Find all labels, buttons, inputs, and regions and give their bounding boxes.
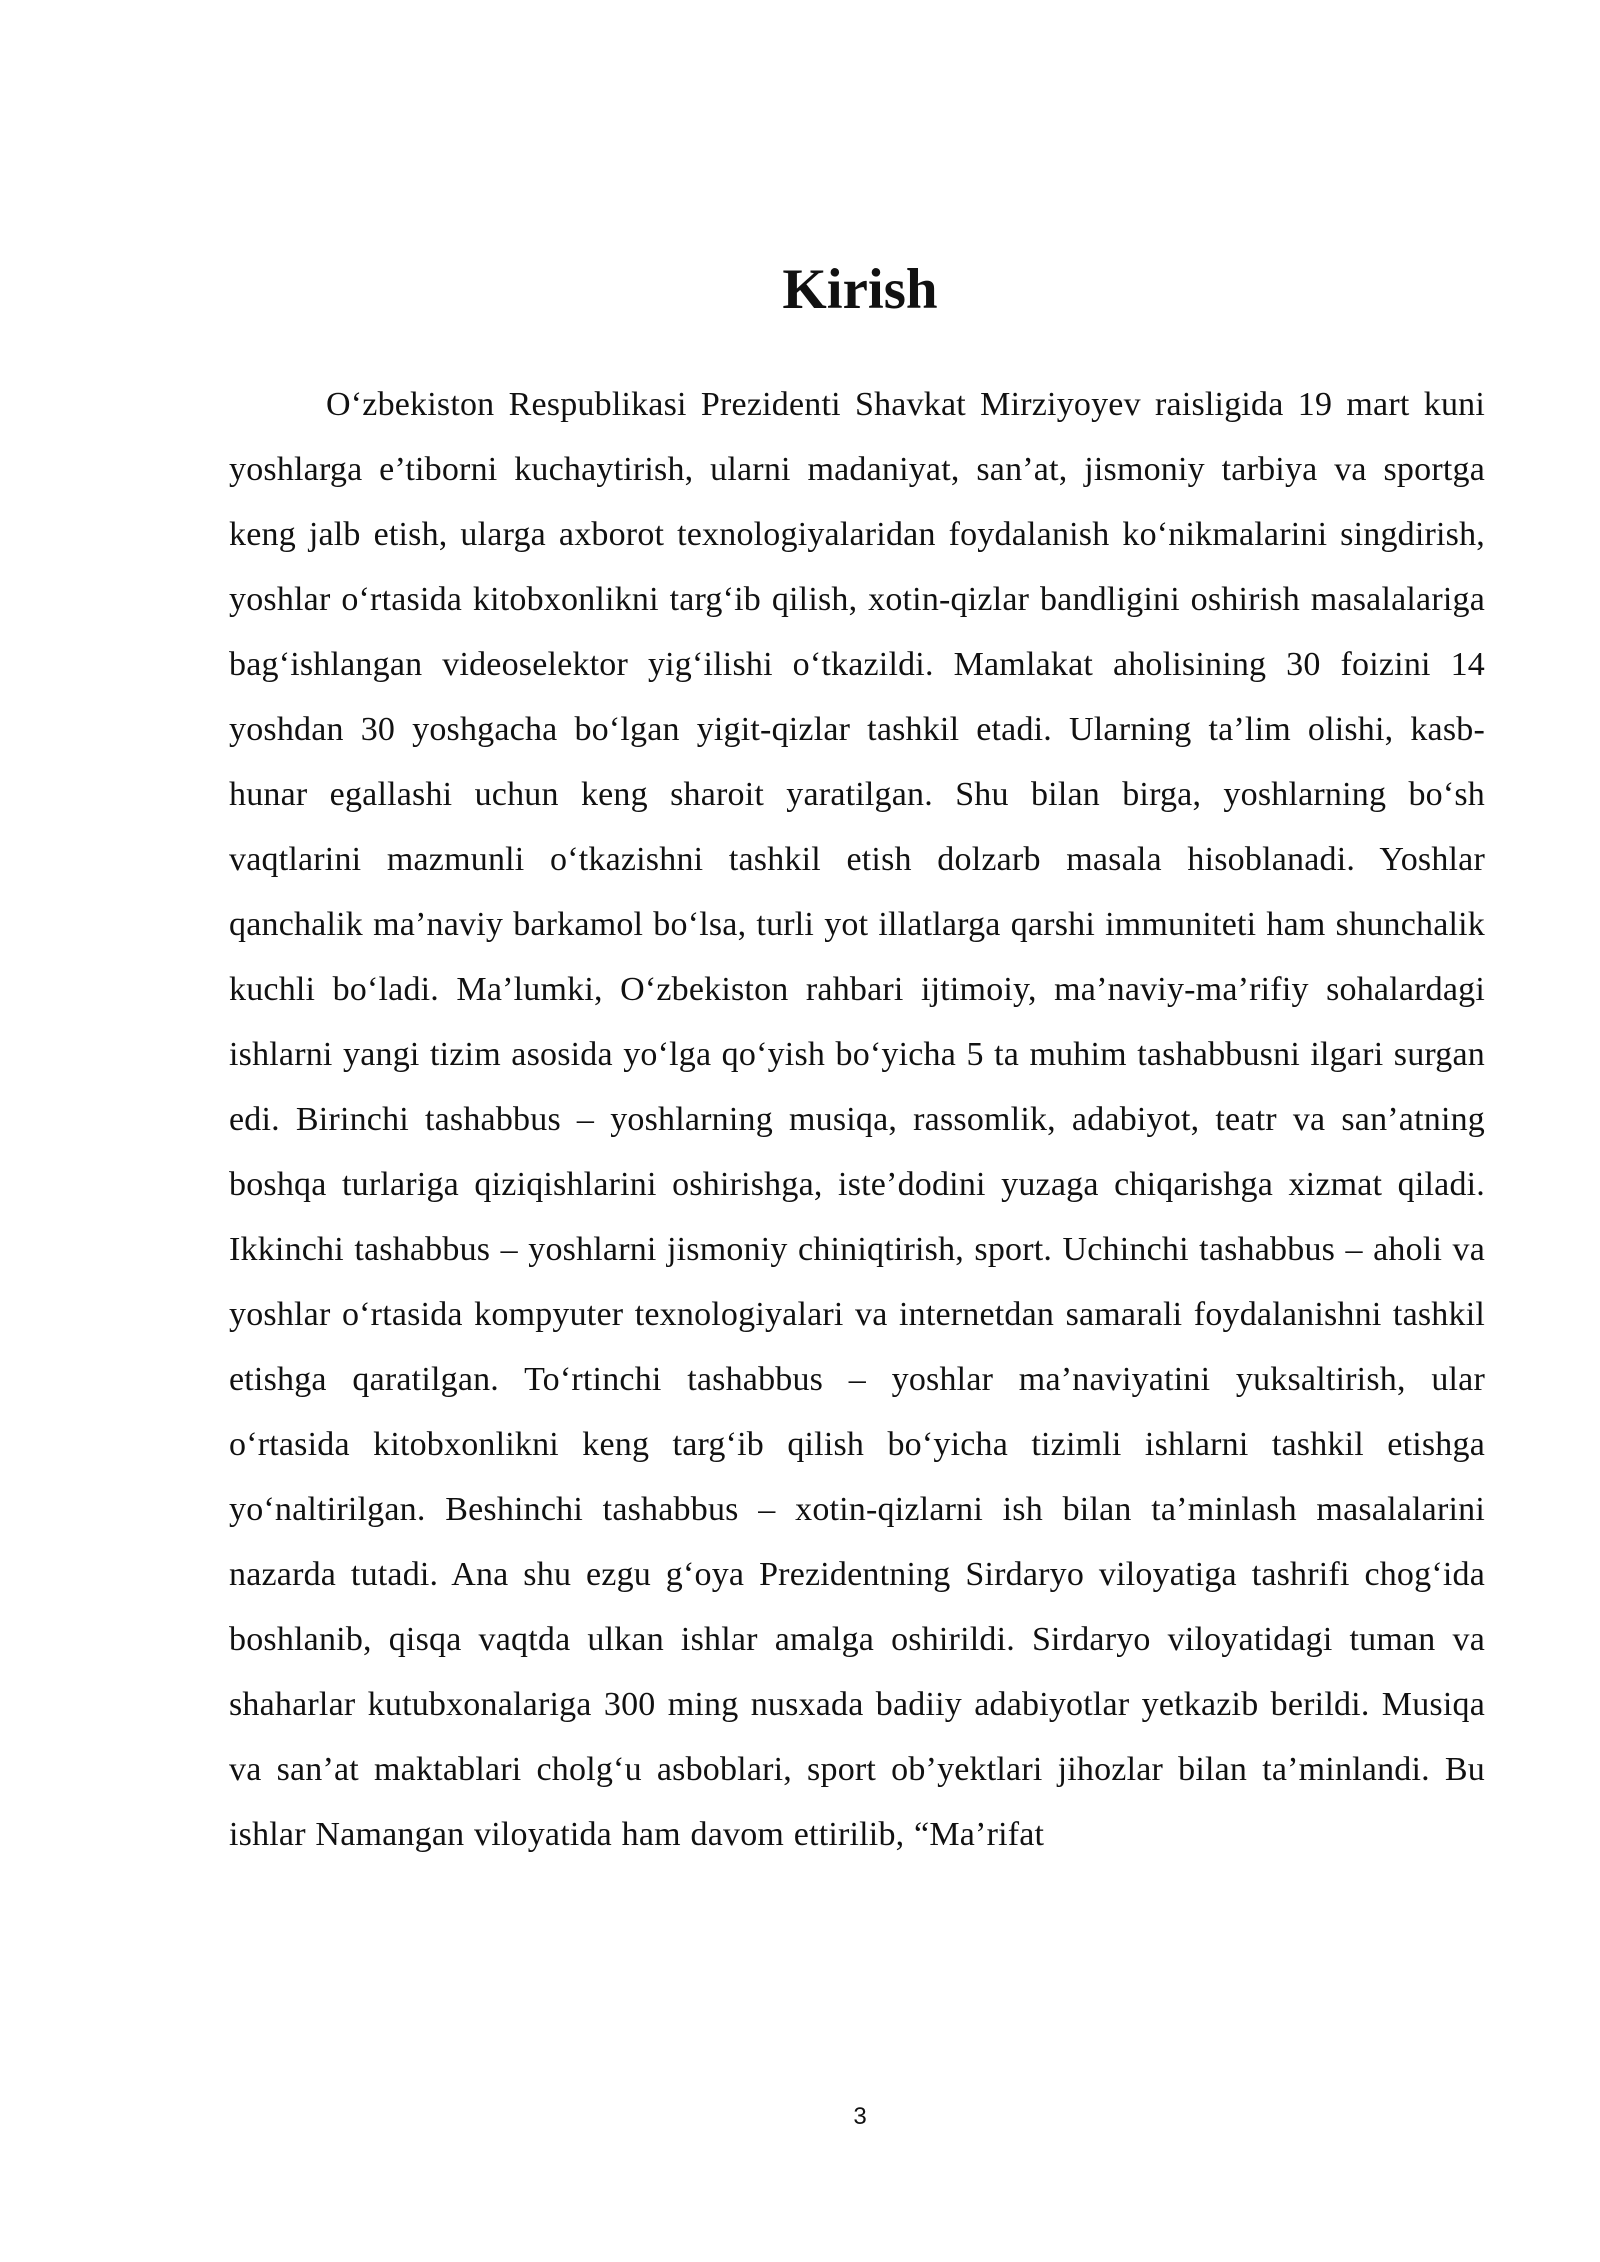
body-paragraph: O‘zbekiston Respublikasi Prezidenti Shavkat Mirziyoyev raisligida 19 mart kuni yoshlarga e’tiborni kuchaytirish, ularni madaniyat, san’at, jismoniy tarbiya va sportga keng jalb etish, ularga axborot texnologiyalaridan foydalanish ko‘nikmalarini singdirish, yoshlar o‘rtasida kitobxonlikni targ‘ib qilish, xotin-qizlar bandligini oshirish masalalariga bag‘ishlangan videoselektor yig‘ilishi o‘tkazildi. Mamlakat aholisining 30 foizini 14 yoshdan 30 yoshgacha bo‘lgan yigit-qizlar tashkil etadi. Ularning ta’lim olishi, kasb-hunar egallashi uchun keng sharoit yaratilgan. Shu bilan birga, yoshlarning bo‘sh vaqtlarini mazmunli o‘tkazishni tashkil etish dolzarb masala hisoblanadi. Yoshlar qanchalik ma’naviy barkamol bo‘lsa, turli yot illatlarga qarshi immuniteti ham shunchalik kuchli bo‘ladi. Ma’lumki, O‘zbekiston rahbari ijtimoiy, ma’naviy-ma’rifiy sohalardagi ishlarni yangi tizim asosida yo‘lga qo‘yish bo‘yicha 5 ta muhim tashabbusni ilgari surgan edi. Birinchi tashabbus – yoshlarning musiqa, rassomlik, adabiyot, teatr va san’atning boshqa turlariga qiziqishlarini oshirishga, iste’dodini yuzaga chiqarishga xizmat qiladi. Ikkinchi tashabbus – yoshlarni jismoniy chiniqtirish, sport. Uchinchi tashabbus – aholi va yoshlar o‘rtasida kompyuter texnologiyalari va internetdan samarali foydalanishni tashkil etishga qaratilgan. To‘rtinchi tashabbus – yoshlar ma’naviyatini yuksaltirish, ular o‘rtasida kitobxonlikni keng targ‘ib qilish bo‘yicha tizimli ishlarni tashkil etishga yo‘naltirilgan. Beshinchi tashabbus – xotin-qizlarni ish bilan ta’minlash masalalarini nazarda tutadi. Ana shu ezgu g‘oya Prezidentning Sirdaryo viloyatiga tashrifi chog‘ida boshlanib, qisqa vaqtda ulkan ishlar amalga oshirildi. Sirdaryo viloyatidagi tuman va shaharlar kutubxonalariga 300 ming nusxada badiiy adabiyotlar yetkazib berildi. Musiqa va san’at maktablari cholg‘u asboblari, sport ob’yektlari jihozlar bilan ta’minlandi. Bu ishlar Namangan viloyatida ham davom ettirilib, “Ma’rifat bbox=[229, 386, 1485, 1853]
page-title: Kirish bbox=[782, 258, 938, 321]
page-number: 3 bbox=[853, 2103, 867, 2130]
